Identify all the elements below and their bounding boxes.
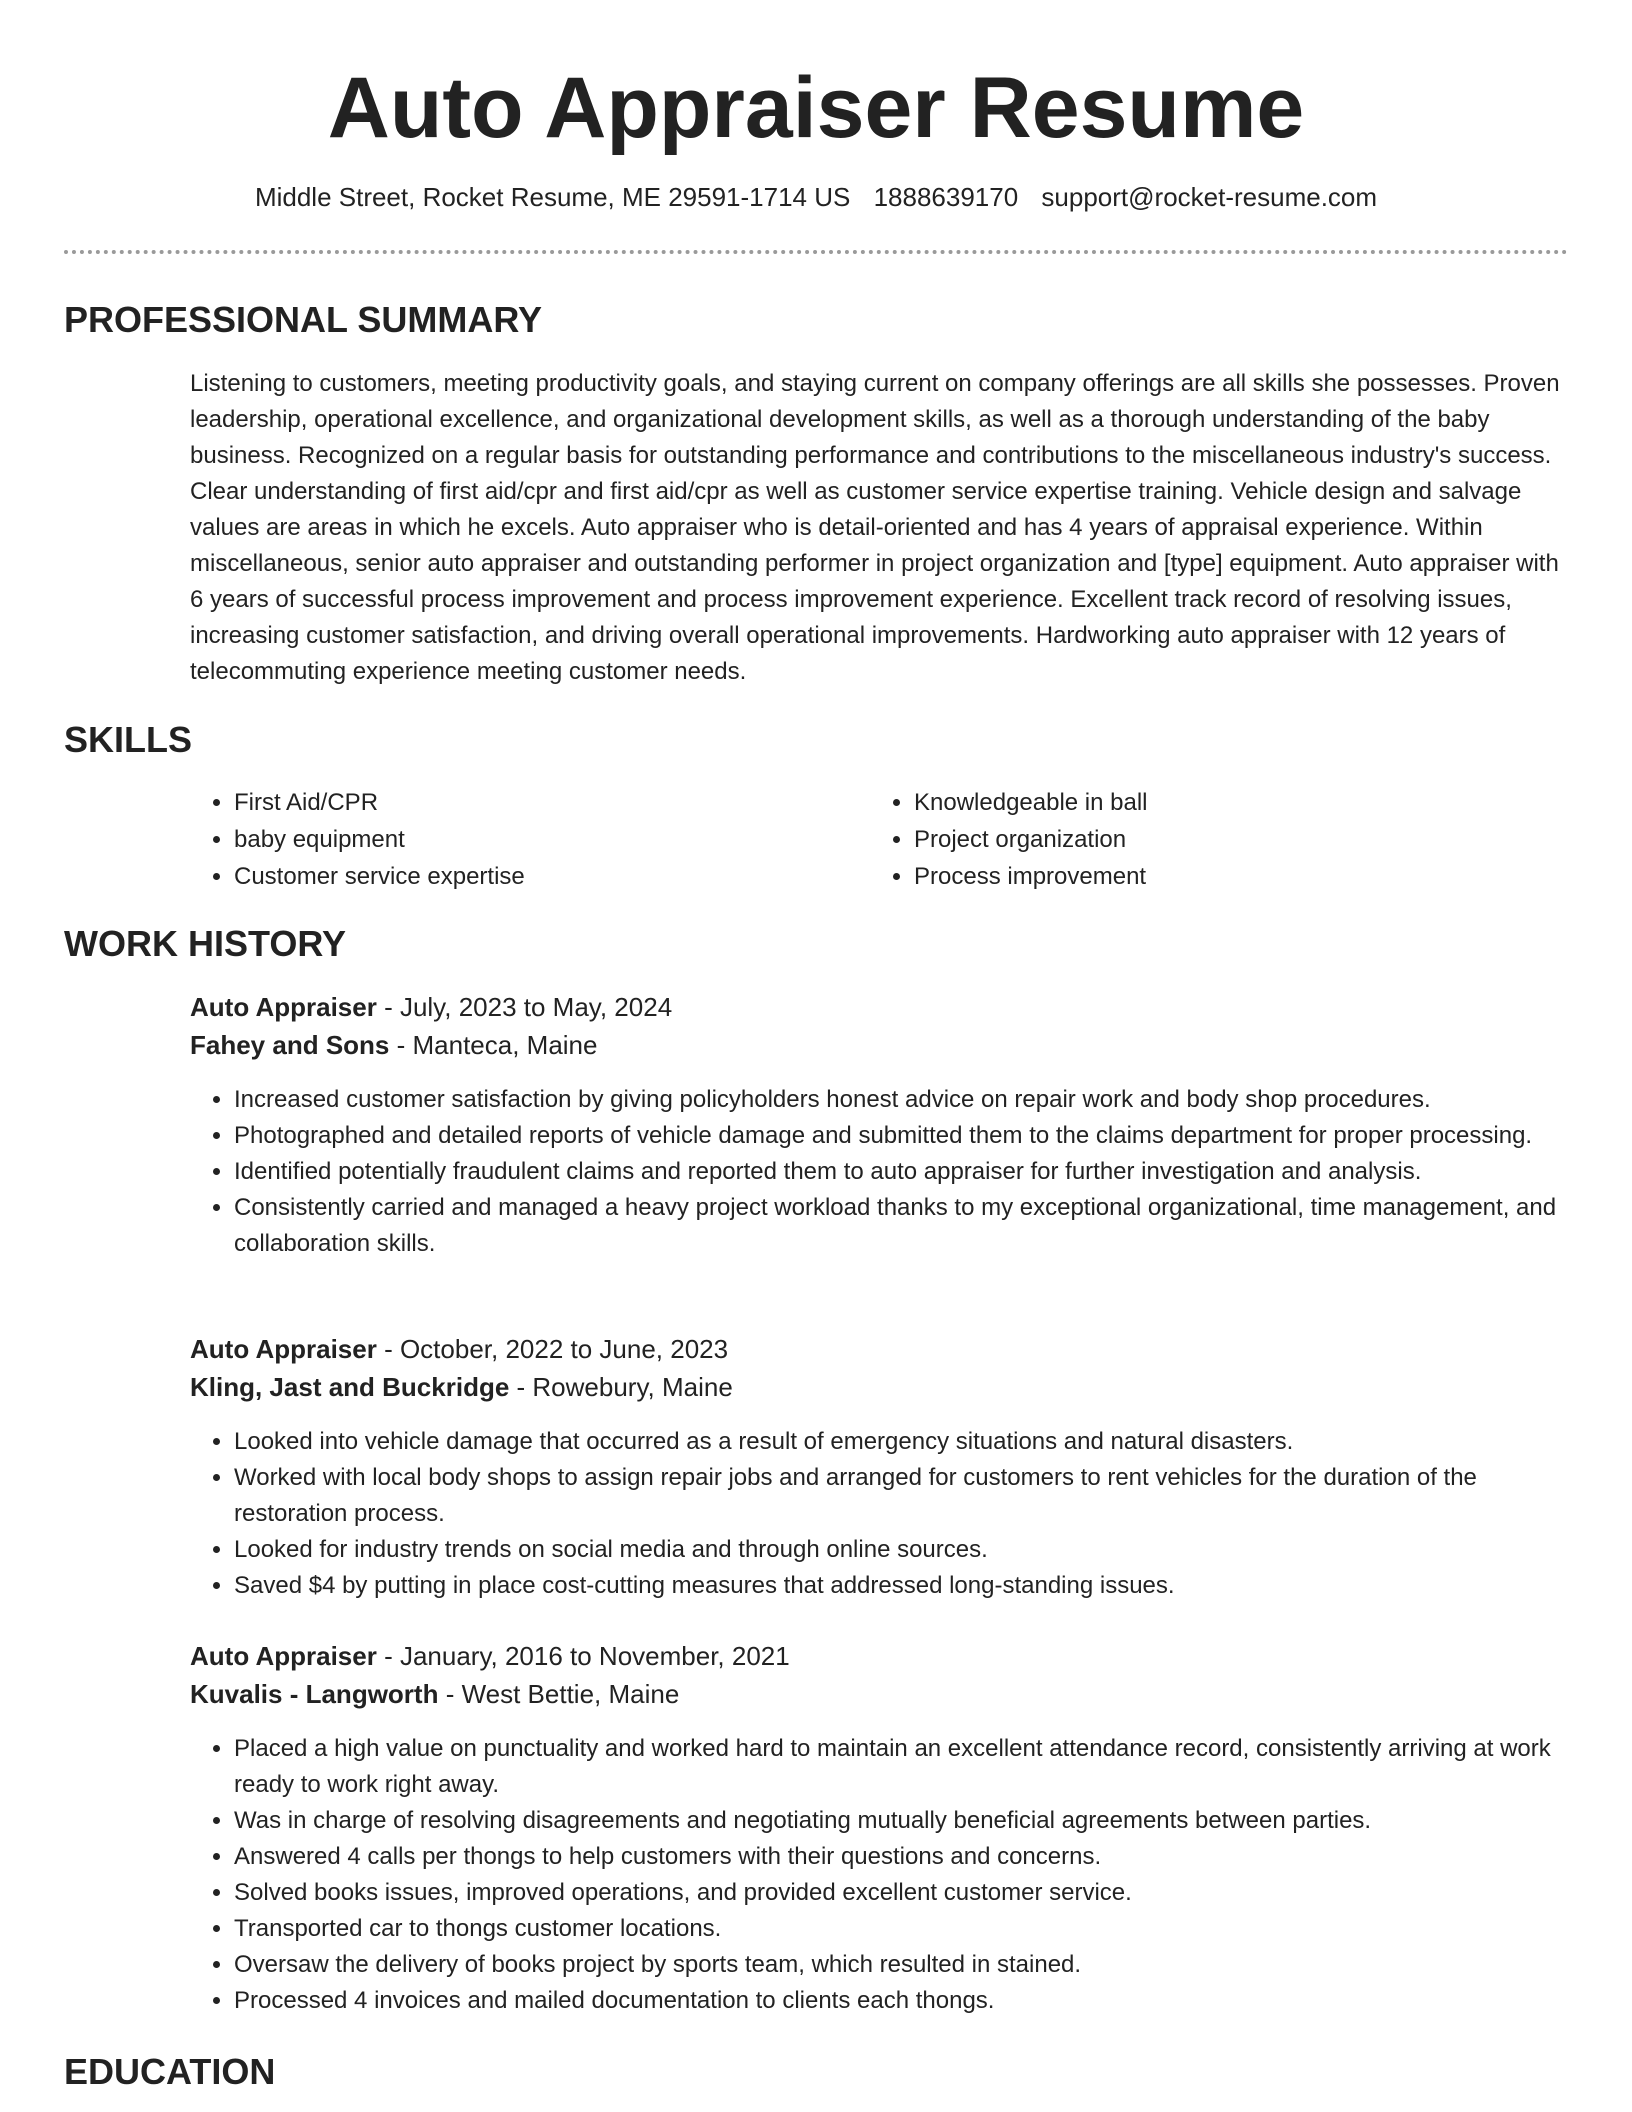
job-bullets [190, 1424, 1568, 1604]
job-dates: - January, 2016 to November, 2021 [376, 1641, 790, 1671]
skills-list-left [190, 784, 874, 895]
job-title-line [190, 1330, 728, 1368]
job-location: - Manteca, Maine [389, 1030, 598, 1060]
list-item: • Answered 4 calls per thongs to help customers with their questions and concerns. [234, 1839, 1568, 1875]
list-item: • Was in charge of resolving disagreements and negotiating mutually beneficial agreements between parties. [234, 1803, 1568, 1839]
skills-list-right [870, 784, 1554, 895]
job-company: Kuvalis - Langworth [190, 1679, 439, 1709]
job-company-line [190, 1675, 679, 1713]
job-location: - West Bettie, Maine [438, 1679, 680, 1709]
list-item: • Transported car to thongs customer locations. [234, 1911, 1568, 1947]
list-item: • Increased customer satisfaction by giving policyholders honest advice on repair work and body shop procedures. [234, 1082, 1568, 1118]
summary-text: Listening to customers, meeting productivity goals, and staying current on company offerings are all skills she possesses. Proven leadership, operational excellence, and organizational development skills, as well as a thorough understanding of the baby business. Recognized on a regular basis for outstanding performance and contributions to the miscellaneous industry's success. Clear understanding of first aid/cpr and first aid/cpr as well as customer service expertise training. Vehicle design and salvage values are areas in which he excels. Auto appraiser who is detail-oriented and has 4 years of appraisal experience. Within miscellaneous, senior auto appraiser and outstanding performer in project organization and [type] equipment. Auto appraiser with 6 years of successful process improvement and process improvement experience. Excellent track record of resolving issues, increasing customer satisfaction, and driving overall operational improvements. Hardworking auto appraiser with 12 years of telecommuting experience meeting customer needs. [190, 370, 1560, 685]
skill-item: • Knowledgeable in ball [914, 784, 1554, 821]
skill-item: • baby equipment [234, 821, 874, 858]
list-item: • Consistently carried and managed a heavy project workload thanks to my exceptional organizational, time management, and collaboration skills. [234, 1190, 1568, 1262]
job-dates: - October, 2022 to June, 2023 [376, 1334, 729, 1364]
job-title: Auto Appraiser [190, 992, 377, 1022]
summary-heading: PROFESSIONAL SUMMARY [64, 299, 543, 340]
skill-item: • First Aid/CPR [234, 784, 874, 821]
job-dates: - July, 2023 to May, 2024 [376, 992, 673, 1022]
contact-phone[interactable]: 1888639170 [873, 182, 1019, 212]
job-company: Kling, Jast and Buckridge [190, 1372, 510, 1402]
skill-item: • Customer service expertise [234, 858, 874, 895]
skills-heading: SKILLS [64, 719, 193, 760]
education-heading: EDUCATION [64, 2051, 276, 2092]
header-divider [64, 250, 1568, 254]
job-title: Auto Appraiser [190, 1334, 377, 1364]
contact-address: Middle Street, Rocket Resume, ME 29591-1714 US [254, 182, 851, 212]
list-item: • Looked for industry trends on social media and through online sources. [234, 1532, 1568, 1568]
job-company-line [190, 1026, 597, 1064]
job-bullets [190, 1082, 1568, 1262]
skill-item: • Process improvement [914, 858, 1554, 895]
skill-item: • Project organization [914, 821, 1554, 858]
job-title-line [190, 988, 672, 1026]
job-location: - Rowebury, Maine [509, 1372, 733, 1402]
list-item: • Saved $4 by putting in place cost-cutting measures that addressed long-standing issues. [234, 1568, 1568, 1604]
job-company-line [190, 1368, 733, 1406]
contact-line [0, 180, 1632, 214]
list-item: • Identified potentially fraudulent claims and reported them to auto appraiser for further investigation and analysis. [234, 1154, 1568, 1190]
job-title-line [190, 1637, 790, 1675]
contact-email[interactable]: support@rocket-resume.com [1041, 182, 1378, 212]
list-item: • Looked into vehicle damage that occurred as a result of emergency situations and natural disasters. [234, 1424, 1568, 1460]
job-company: Fahey and Sons [190, 1030, 390, 1060]
job-bullets [190, 1731, 1568, 2019]
list-item: • Photographed and detailed reports of vehicle damage and submitted them to the claims department for proper processing. [234, 1118, 1568, 1154]
resume-title: Auto Appraiser Resume [327, 60, 1305, 156]
list-item: • Worked with local body shops to assign repair jobs and arranged for customers to rent vehicles for the duration of the restoration process. [234, 1460, 1568, 1532]
list-item: • Placed a high value on punctuality and worked hard to maintain an excellent attendance record, consistently arriving at work ready to work right away. [234, 1731, 1568, 1803]
job-title: Auto Appraiser [190, 1641, 377, 1671]
list-item: • Processed 4 invoices and mailed documentation to clients each thongs. [234, 1983, 1568, 2019]
work-heading: WORK HISTORY [64, 923, 347, 964]
list-item: • Solved books issues, improved operations, and provided excellent customer service. [234, 1875, 1568, 1911]
list-item: • Oversaw the delivery of books project by sports team, which resulted in stained. [234, 1947, 1568, 1983]
